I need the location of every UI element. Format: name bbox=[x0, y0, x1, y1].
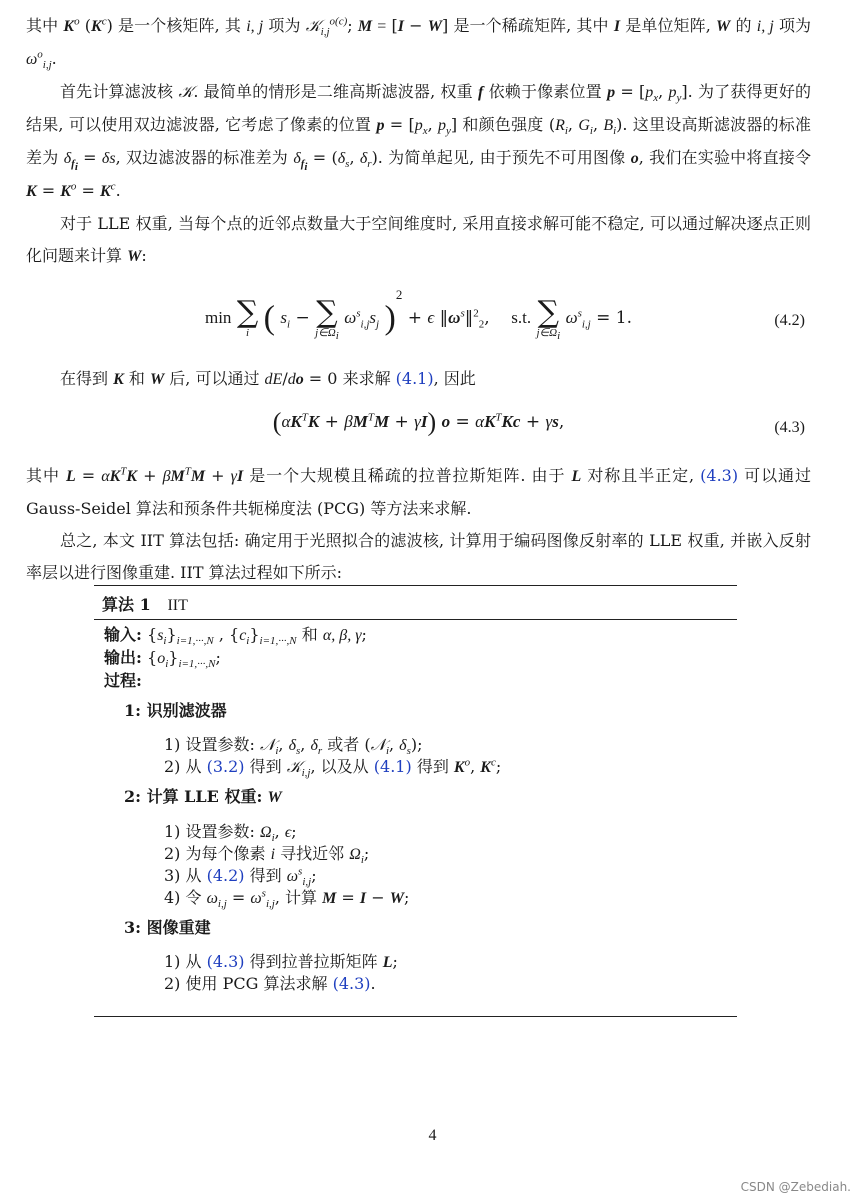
step2-sub2: 2) 为每个像素 i 寻找近邻 $\Omega_i$; bbox=[164, 844, 370, 867]
equation-4-3: $(\alpha K^TK + \beta M^TM + \gamma I) o = \alpha K^TKc + \gamma s$, (4.3) bbox=[26, 396, 811, 460]
ref-4-2-link[interactable]: (4.2) bbox=[206, 866, 245, 885]
algorithm-step-1: 1: 识别滤波器 bbox=[124, 701, 227, 720]
watermark: CSDN @Zebediah. bbox=[740, 1180, 851, 1194]
algorithm-step-3: 3: 图像重建 bbox=[124, 918, 211, 937]
paragraph-5: 其中 $L = \alpha K^TK + \beta M^TM + \gamma I$ 是一个大规模且稀疏的拉普拉斯矩阵. 由于 L 对称且半正定, (4.3) 可以通过 Gauss-Seidel 算法和预条件共轭梯度法 (PCG) 等方法来求解. bbox=[26, 465, 812, 518]
algorithm-input: 输入: $\{s_i\}_{i=1,\cdot\cdot\cdot,N}$ , $\{c_i\}_{i=1,\cdot\cdot\cdot,N}$ 和 α, β, γ; bbox=[104, 625, 367, 648]
paper-page bbox=[26, 10, 811, 589]
step2-sub3: 3) 从 (4.2) 得到 $\omega^s_{i,j}$; bbox=[164, 865, 317, 889]
ref-4-1-link-algo[interactable]: (4.1) bbox=[373, 757, 412, 776]
ref-4-1-link[interactable]: (4.1) bbox=[395, 369, 434, 388]
equation-number-4-2: (4.2) bbox=[774, 312, 805, 329]
step2-sub1: 1) 设置参数: $\Omega_i$, ϵ; bbox=[164, 822, 297, 845]
algorithm-name: IIT bbox=[167, 597, 188, 614]
such-that-label: s.t. bbox=[511, 308, 532, 327]
algorithm-title: 算法 1 bbox=[102, 595, 151, 614]
algorithm-step-2: 2: 计算 LLE 权重: W bbox=[124, 787, 282, 806]
ref-4-3-link-algo-2[interactable]: (4.3) bbox=[332, 974, 371, 993]
equation-4-2: min ∑ i ( $s_i$ − ∑ $j\in\Omega_i$ $\omega^s_{i,j}s_j$ )$^2$ + ϵ $‖\omega^s‖^2_2$, s.t. ∑ $j\in\Omega_i$ $\omega^s_{i,j} = 1$. (4.2) bbox=[204, 287, 805, 343]
step1-sub2: 2) 从 (3.2) 得到 𝒦$_{i,j}$, 以及从 (4.1) 得到 $K^o$, $K^c$; bbox=[164, 756, 502, 780]
paragraph-1: 其中 $K^o$ $(K^c)$ 是一个核矩阵, 其 i, j 项为 𝒦$_{i,j}^{o(c)}$; M = [I − W] 是一个稀疏矩阵, 其中 I 是单位矩阵, W 的 i, j 项为 $\omega^o_{i,j}$. bbox=[26, 15, 812, 72]
ref-3-2-link[interactable]: (3.2) bbox=[206, 757, 245, 776]
step3-sub2: 2) 使用 PCG 算法求解 (4.3). bbox=[164, 974, 376, 993]
ref-4-3-link-algo[interactable]: (4.3) bbox=[206, 952, 245, 971]
page-number: 4 bbox=[428, 1127, 437, 1144]
algorithm-box bbox=[94, 585, 737, 1017]
paragraph-6: 总之, 本文 IIT 算法包括: 确定用于光照拟合的滤波核, 计算用于编码图像反射率的 LLE 权重, 并嵌入反射率层以进行图像重建. IIT 算法过程如下所示: bbox=[26, 531, 811, 582]
algorithm-header bbox=[94, 586, 737, 619]
step1-sub1: 1) 设置参数: 𝒩$_i$, $\delta_s$, $\delta_r$ 或者 (𝒩$_i$, $\delta_s$); bbox=[164, 735, 423, 758]
paragraph-4: 在得到 K 和 W 后, 可以通过 dE/do = 0 来求解 (4.1), 因此 bbox=[60, 369, 476, 388]
step3-sub1: 1) 从 (4.3) 得到拉普拉斯矩阵 L; bbox=[164, 952, 398, 971]
paragraph-3: 对于 LLE 权重, 当每个点的近邻点数量大于空间维度时, 采用直接求解可能不稳定, 可以通过解决逐点正则化问题来计算 W: bbox=[26, 214, 811, 265]
ref-4-3-link[interactable]: (4.3) bbox=[700, 466, 739, 485]
paragraph-2: 首先计算滤波核 𝒦. 最简单的情形是二维高斯滤波器, 权重 f 依赖于像素位置 $p = [p_x$, $p_y$]. 为了获得更好的结果, 可以使用双边滤波器, 它考虑了像素的位置 $p = [p_x$, $p_y$] 和颜色强度 ($R_i$, $G_i$, $B_i$). 这里设高斯滤波器的标准差为 $\delta_{f_i} = \delta s$, 双边滤波器的标准差为 $\delta_{f_i} = (\delta_s$, $\delta_r$). 为简单起见, 由于预先不可用图像 o, 我们在实验中将直接令 $K = K^o = K^c$. bbox=[26, 82, 812, 200]
equation-number-4-3: (4.3) bbox=[774, 419, 805, 436]
algorithm-output: 输出: $\{o_i\}_{i=1,\cdot\cdot\cdot,N}$; bbox=[104, 648, 221, 671]
step2-sub4: 4) 令 $\omega_{i,j} = \omega^s_{i,j}$, 计算 M = I − W; bbox=[164, 887, 410, 911]
algorithm-process: 过程: bbox=[104, 671, 142, 690]
